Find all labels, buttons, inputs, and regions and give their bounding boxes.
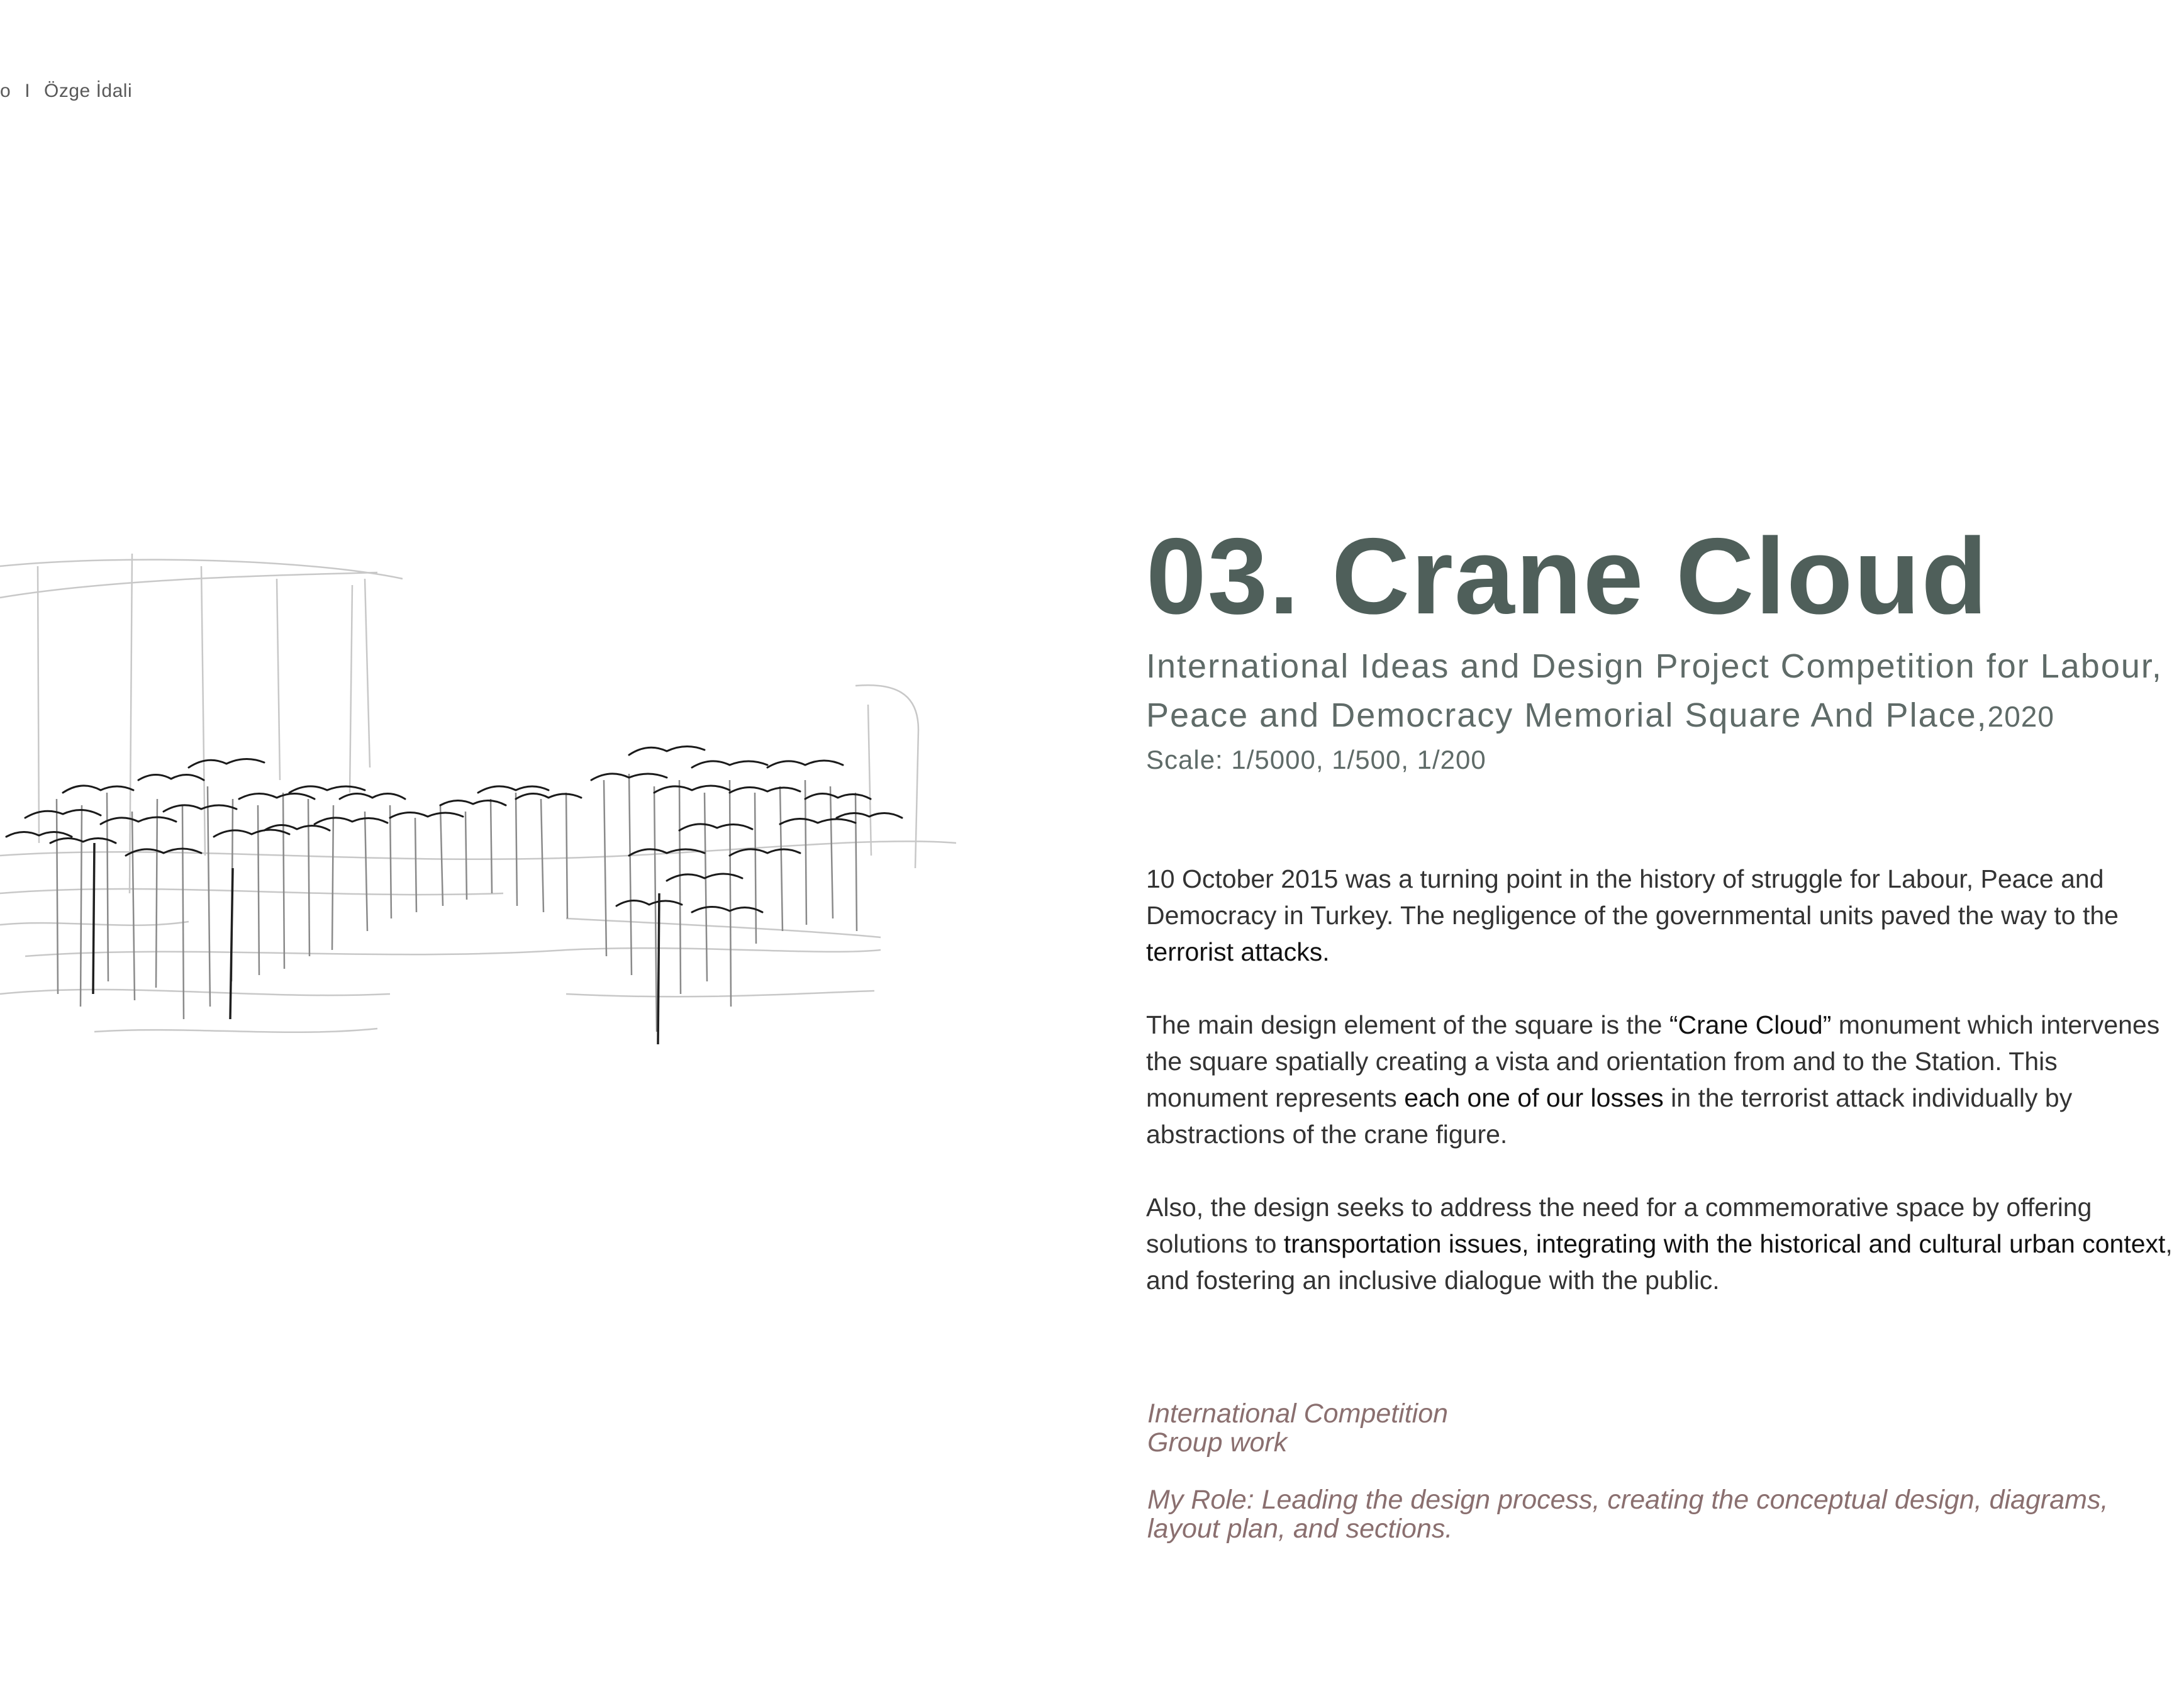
paragraph-2 <box>1146 1007 2178 1153</box>
header-separator: I <box>25 81 31 101</box>
paragraph-3-text-a: Also, the design seeks to address the need for a commemorative space by offering solutions to <box>1146 1193 2092 1258</box>
project-meta <box>1147 1399 2179 1543</box>
paragraph-3-emphasis: transportation issues, integrating with the historical and cultural urban context <box>1283 1229 2166 1258</box>
paragraph-3 <box>1146 1189 2178 1298</box>
project-content <box>1146 516 2184 1335</box>
project-title: 03. Crane Cloud <box>1146 516 1989 637</box>
work-type: Group work <box>1147 1427 1288 1458</box>
page-number: o <box>0 81 11 101</box>
paragraph-1 <box>1146 861 2178 970</box>
project-year: 2020 <box>1987 700 2054 733</box>
paragraph-3-text-b: , and fostering an inclusive dialogue with the public. <box>1146 1229 2173 1295</box>
subtitle-line-1: International Ideas and Design Project Competition for Labour, <box>1146 647 2163 685</box>
paragraph-2-text-a: The main design element of the square is the <box>1146 1010 1669 1039</box>
sketch-posts <box>57 774 857 1032</box>
paragraph-2-emphasis-2: each one of our losses <box>1404 1083 1664 1112</box>
sketch-cranes <box>6 746 902 912</box>
competition-type: International Competition <box>1147 1398 1449 1429</box>
paragraph-2-text-b: monument which intervenes the square spatially creating a vista and orientation from and to the Station. This monument represents <box>1146 1010 2160 1112</box>
paragraph-1-text: 10 October 2015 was a turning point in the history of struggle for Labour, Peace and Democracy in Turkey. The negligence of the governmental units paved the way to the <box>1146 864 2119 930</box>
author-name: Özge İdali <box>44 81 133 101</box>
project-description <box>1146 861 2178 1298</box>
running-header <box>0 81 132 102</box>
crane-cloud-sketch-icon <box>0 541 969 1057</box>
paragraph-1-emphasis: terrorist attacks. <box>1146 937 1330 966</box>
sketch-dark-posts <box>93 843 659 1044</box>
subtitle-line-2-text: Peace and Democracy Memorial Square And Place, <box>1146 696 1988 734</box>
my-role: My Role: Leading the design process, creating the conceptual design, diagrams, layout plan, and sections. <box>1147 1485 2109 1544</box>
project-subtitle <box>1146 642 2184 741</box>
project-scale: Scale: 1/5000, 1/500, 1/200 <box>1146 745 1486 774</box>
subtitle-line-2 <box>1146 691 2184 741</box>
paragraph-2-text-c: in the terrorist attack individually by abstractions of the crane figure. <box>1146 1083 2073 1149</box>
paragraph-2-emphasis-1: “Crane Cloud” <box>1669 1010 1832 1039</box>
